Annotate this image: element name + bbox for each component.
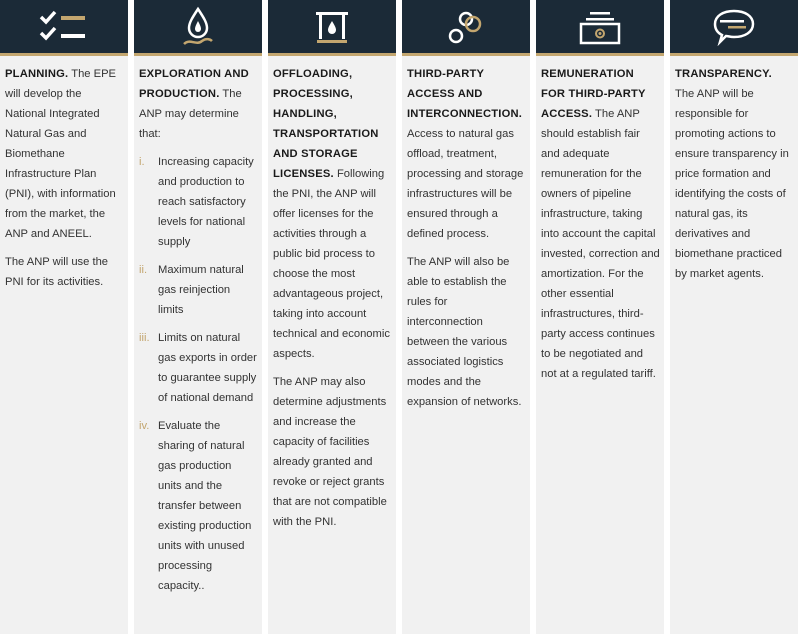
column-title: EXPLORATION AND PRODUCTION. [139, 68, 249, 100]
column-paragraph: The ANP will use the PNI for its activities. [5, 256, 109, 288]
determination-list [139, 152, 258, 596]
column-title: OFFLOADING, PROCESSING, HANDLING, TRANSPORTATION AND STORAGE LICENSES. [273, 68, 379, 180]
column-header [536, 0, 664, 56]
checklist-icon [39, 10, 89, 44]
storage-tank-icon [314, 9, 350, 45]
column-paragraph: The ANP will also be able to establish the rules for interconnection between the various associated logistics modes and the expansion of networks. [407, 256, 522, 408]
column-header [670, 0, 798, 56]
column-paragraph: The ANP may also determine adjustments and increase the capacity of facilities already granted and revoke or reject grants that are not compatible with the PNI. [273, 376, 387, 528]
list-number: iv. [139, 420, 150, 432]
list-number: iii. [139, 332, 150, 344]
list-item [139, 152, 258, 252]
column-title: PLANNING. [5, 68, 69, 80]
list-text: Limits on natural gas exports in order to guarantee supply of national demand [158, 332, 257, 404]
list-text: Maximum natural gas reinjection limits [158, 264, 244, 316]
column-lead: The ANP will be responsible for promoting actions to ensure transparency in price formation and identifying the costs of natural gas, its derivatives and biomethane practiced by market agents. [675, 88, 789, 280]
list-number: ii. [139, 264, 148, 276]
column-title: THIRD-PARTY ACCESS AND INTERCONNECTION. [407, 68, 523, 120]
list-item [139, 328, 258, 408]
column-lead: Following the PNI, the ANP will offer licenses for the activities through a public bid process to choose the most advantageous project, taking into account technical and economic aspects. [273, 168, 390, 360]
list-text: Evaluate the sharing of natural gas production units and the transfer between existing production units with unused processing capacity.. [158, 420, 252, 592]
list-text: Increasing capacity and production to reach satisfactory levels for national supply [158, 156, 254, 248]
column-title: REMUNERATION FOR THIRD-PARTY ACCESS. [541, 68, 646, 120]
column-lead: The ANP should establish fair and adequate remuneration for the owners of pipeline infrastructure, taking into account the capital invested, correction and amortization. For the other essential infrastructures, third-party access continues to be negotiated and not at a regulated tariff. [541, 108, 660, 380]
column-lead: Access to natural gas offload, treatment, processing and storage infrastructures will be ensured through a defined process. [407, 128, 524, 240]
column-lead: The EPE will develop the National Integrated Natural Gas and Biomethane Infrastructure Plan (PNI), with information from the market, the ANP and ANEEL. [5, 68, 117, 240]
column-offloading [268, 0, 396, 634]
list-item [139, 260, 258, 320]
cash-register-icon [578, 8, 622, 46]
oil-drop-flame-icon [178, 6, 218, 48]
column-header [402, 0, 530, 56]
column-transparency [670, 0, 798, 634]
column-header [0, 0, 128, 56]
column-exploration [134, 0, 262, 634]
column-planning [0, 0, 128, 634]
list-number: i. [139, 156, 145, 168]
column-lead: The ANP may determine that: [139, 88, 242, 140]
column-header [268, 0, 396, 56]
column-third-party-access [402, 0, 530, 634]
speech-bubble-icon [712, 8, 756, 46]
interconnected-rings-icon [447, 8, 485, 46]
list-item [139, 416, 258, 596]
column-title: TRANSPARENCY. [675, 68, 772, 80]
column-header [134, 0, 262, 56]
column-remuneration [536, 0, 664, 634]
